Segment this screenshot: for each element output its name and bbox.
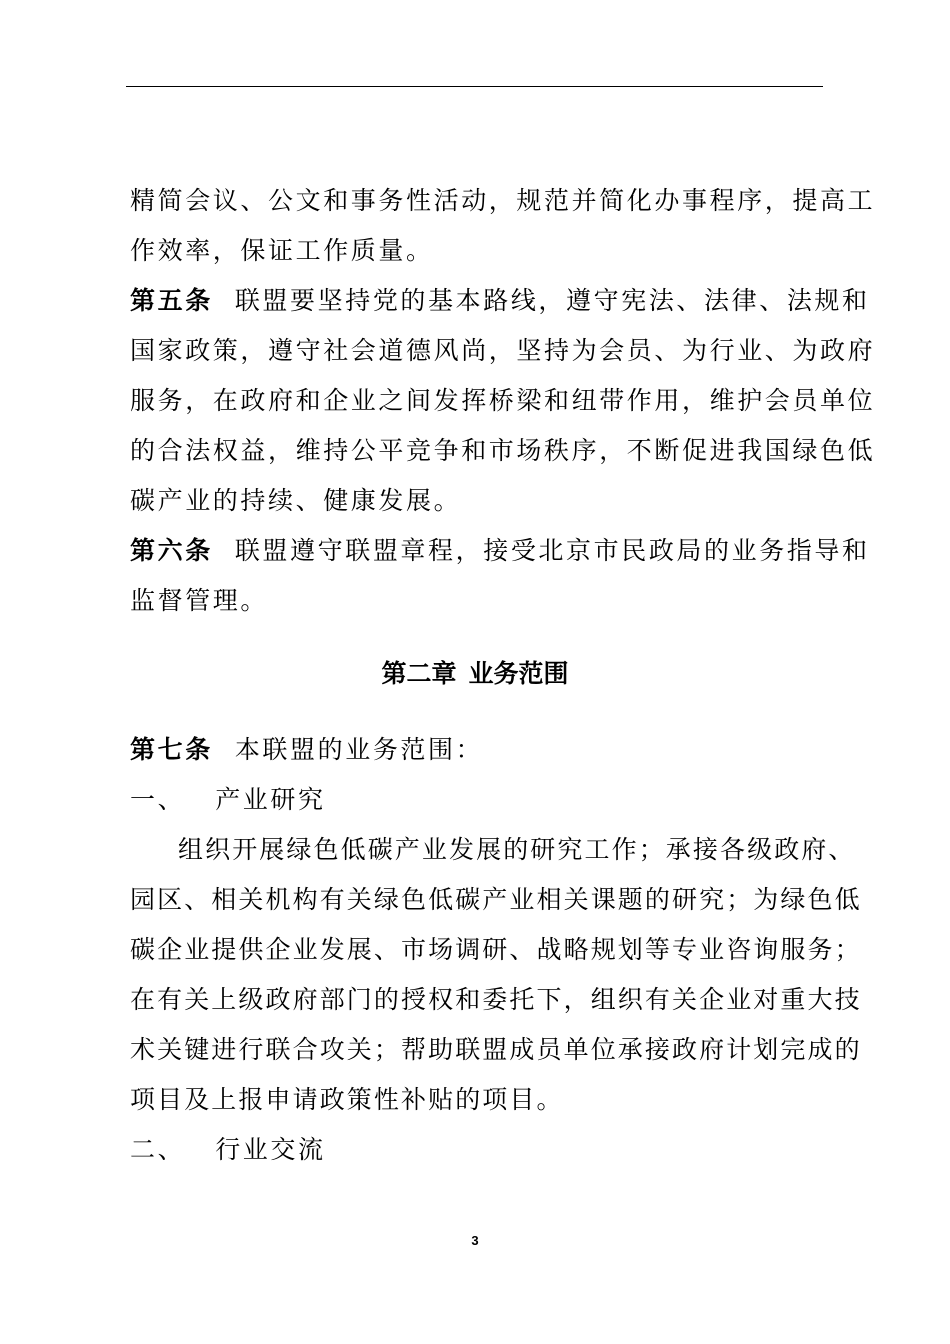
body-line: 园区、相关机构有关绿色低碳产业相关课题的研究；为绿色低 [130, 885, 862, 914]
body-line: 服务，在政府和企业之间发挥桥梁和纽带作用，维护会员单位 [130, 386, 876, 415]
body-line: 国家政策，遵守社会道德风尚，坚持为会员、为行业、为政府 [130, 336, 876, 365]
body-line: 精简会议、公文和事务性活动，规范并简化办事程序，提高工 [130, 186, 876, 215]
body-line: 项目及上报申请政策性补贴的项目。 [130, 1085, 564, 1114]
section-2-heading [130, 1133, 820, 1167]
page-number: 3 [471, 1233, 479, 1248]
article-6-text: 联盟遵守联盟章程，接受北京市民政局的业务指导和 [234, 536, 870, 565]
section-1-title: 产业研究 [215, 785, 326, 814]
section-2-title: 行业交流 [215, 1135, 326, 1164]
section-1-enum: 一、 [130, 785, 186, 814]
header-rule [126, 86, 823, 87]
article-7-text: 本联盟的业务范围： [234, 735, 484, 764]
body-line: 的合法权益，维持公平竞争和市场秩序，不断促进我国绿色低 [130, 436, 876, 465]
article-5-line [130, 284, 870, 318]
article-6-line [130, 534, 870, 568]
body-line: 监督管理。 [130, 586, 269, 615]
section-1-heading [130, 783, 820, 817]
body-line: 在有关上级政府部门的授权和委托下，组织有关企业对重大技 [130, 985, 862, 1014]
body-line: 作效率，保证工作质量。 [130, 236, 434, 265]
section-2-enum: 二、 [130, 1135, 186, 1164]
article-7-line [130, 733, 820, 767]
body-line: 组织开展绿色低碳产业发展的研究工作；承接各级政府、 [178, 835, 856, 864]
chapter-heading [0, 657, 950, 691]
body-line: 碳企业提供企业发展、市场调研、战略规划等专业咨询服务； [130, 935, 862, 964]
article-5-label: 第五条 [130, 286, 213, 315]
article-7-label: 第七条 [130, 735, 213, 764]
chapter-number: 第二章 [381, 659, 457, 688]
body-line: 碳产业的持续、健康发展。 [130, 486, 462, 515]
chapter-title: 业务范围 [468, 659, 569, 688]
body-line: 术关键进行联合攻关；帮助联盟成员单位承接政府计划完成的 [130, 1035, 862, 1064]
article-6-label: 第六条 [130, 536, 213, 565]
article-5-text: 联盟要坚持党的基本路线，遵守宪法、法律、法规和 [234, 286, 870, 315]
